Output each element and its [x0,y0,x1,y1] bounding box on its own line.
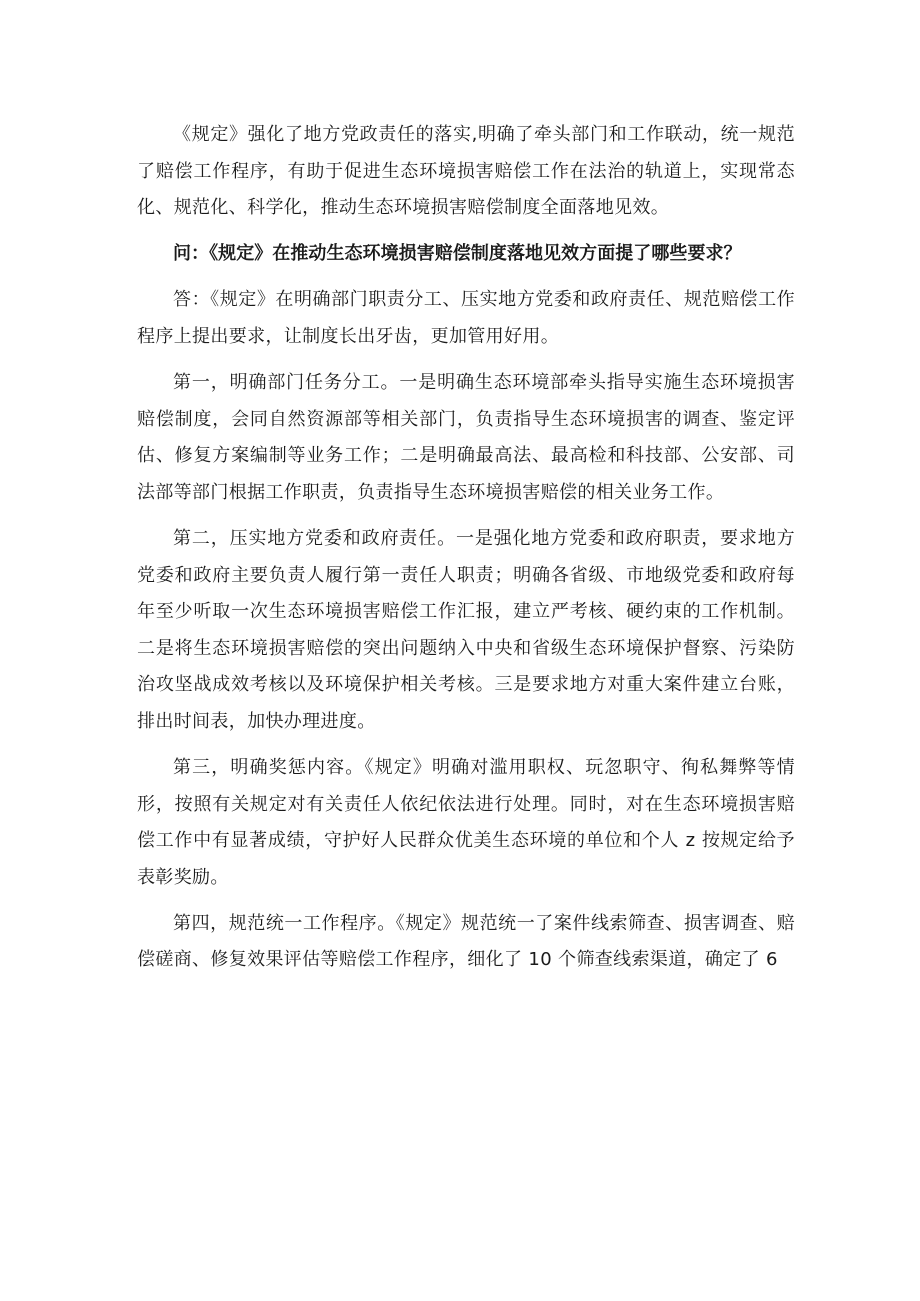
paragraph-point-four: 第四，规范统一工作程序。《规定》规范统一了案件线索筛查、损害调查、赔偿磋商、修复效果评估等赔偿工作程序，细化了 10 个筛查线索渠道，确定了 6 [137,912,795,971]
paragraph-answer: 答：《规定》在明确部门职责分工、压实地方党委和政府责任、规范赔偿工作程序上提出要求，让制度长出牙齿，更加管用好用。 [137,289,795,347]
paragraph-point-two: 第二，压实地方党委和政府责任。一是强化地方党委和政府职责，要求地方党委和政府主要负责人履行第一责任人职责；明确各省级、市地级党委和政府每年至少听取一次生态环境损害赔偿工作汇报，建立严考核、硬约束的工作机制。二是将生态环境损害赔偿的突出问题纳入中央和省级生态环境保护督察、污染防治攻坚战成效考核以及环境保护相关考核。三是要求地方对重大案件建立台账，排出时间表，加快办理进度。 [137,527,795,732]
paragraph-point-one: 第一，明确部门任务分工。一是明确生态环境部牵头指导实施生态环境损害赔偿制度，会同自然资源部等相关部门，负责指导生态环境损害的调查、鉴定评估、修复方案编制等业务工作；二是明确最高法、最高检和科技部、公安部、司法部等部门根据工作职责，负责指导生态环境损害赔偿的相关业务工作。 [137,372,795,503]
paragraph-summary: 《规定》强化了地方党政责任的落实,明确了牵头部门和工作联动，统一规范了赔偿工作程序，有助于促进生态环境损害赔偿工作在法治的轨道上，实现常态化、规范化、科学化，推动生态环境损害赔偿制度全面落地见效。 [137,124,795,219]
document-page [137,117,795,979]
paragraph-point-three: 第三，明确奖惩内容。《规定》明确对滥用职权、玩忽职守、徇私舞弊等情形，按照有关规定对有关责任人依纪依法进行处理。同时，对在生态环境损害赔偿工作中有显著成绩，守护好人民群众优美生态环境的单位和个人 z 按规定给予表彰奖励。 [137,757,795,888]
paragraph-question: 问：《规定》在推动生态环境损害赔偿制度落地见效方面提了哪些要求？ [173,243,742,265]
